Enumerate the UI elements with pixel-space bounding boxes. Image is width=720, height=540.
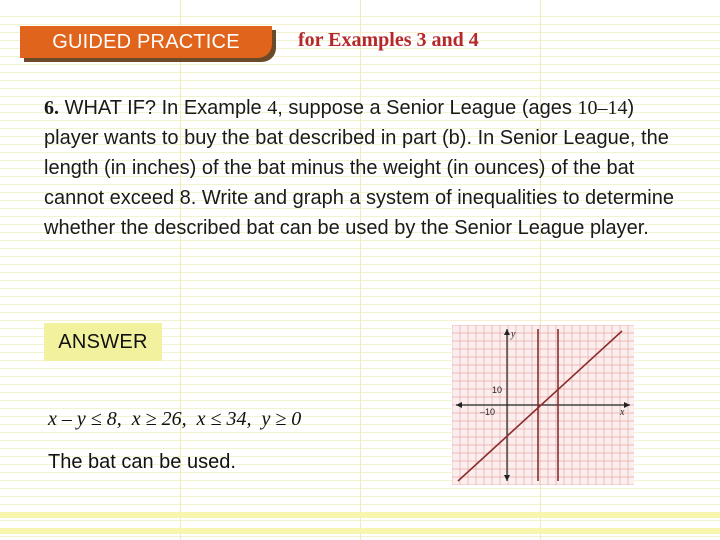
answer-label: ANSWER [44,323,162,361]
inequality-system [48,408,301,431]
x-tick-label: –10 [480,407,496,417]
examples-subtitle: for Examples 3 and 4 [298,29,479,51]
answer-conclusion: The bat can be used. [48,451,236,473]
problem-text-a: In Example [156,97,268,119]
bottom-band [0,512,720,518]
y-axis-label: y [511,329,516,340]
y-tick-label: 10 [492,385,503,395]
bottom-band [0,528,720,534]
x-axis-label: x [620,407,625,418]
problem-text-c: ) player wants to buy the bat described in part (b). In Senior League, the length (in inches) of the bat minus the weight (in ounces) of the bat cannot exceed 8. Write and graph a system of inequalities to determine whether the described bat can be used by the Senior League player. [44,97,674,239]
paper-vertical-line [360,0,361,540]
problem-number: 6. [44,97,59,119]
age-range: 10–14 [577,97,628,119]
problem-text-b: , suppose a Senior League (ages [277,97,578,119]
problem-text [44,93,684,243]
problem-tag: WHAT IF? [64,97,157,119]
inequality-text: x – y ≤ 8, x ≥ 26, x ≤ 34, y ≥ 0 [48,408,302,430]
guided-practice-tab: GUIDED PRACTICE [20,26,272,58]
inequality-graph [452,325,634,485]
example-number: 4 [267,97,278,119]
